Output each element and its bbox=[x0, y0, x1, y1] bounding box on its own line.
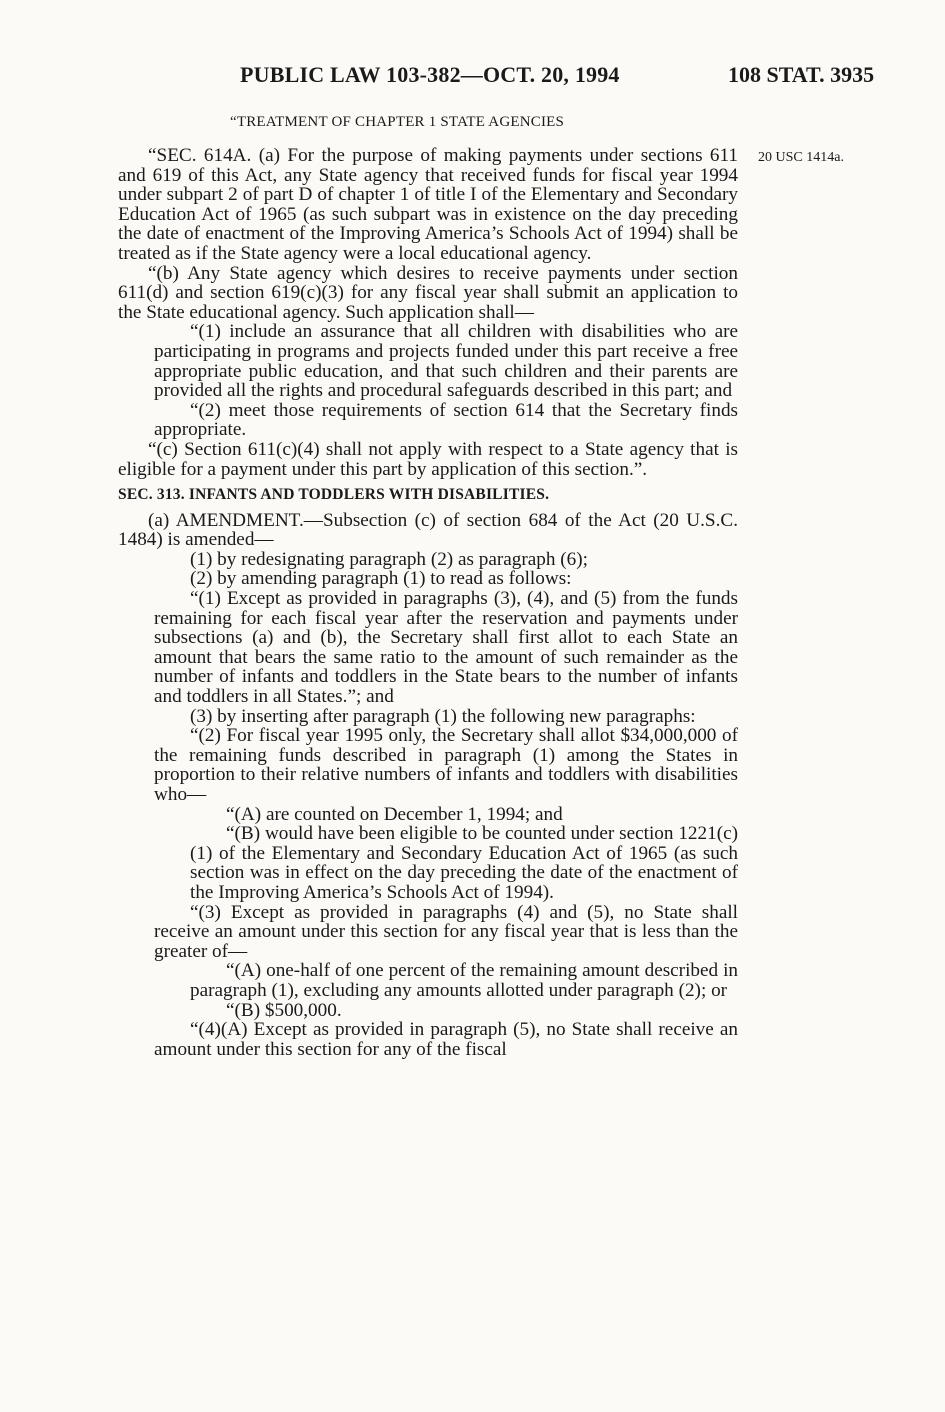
paragraph: (1) by redesignating paragraph (2) as paragraph (6); bbox=[190, 548, 588, 570]
section-heading: “TREATMENT OF CHAPTER 1 STATE AGENCIES bbox=[230, 114, 565, 130]
paragraph: “(3) Except as provided in paragraphs (4) and (5), no State shall receive an amount under this section for any fiscal year that is less than the greater of— bbox=[154, 901, 738, 962]
paragraph: (2) by amending paragraph (1) to read as follows: bbox=[190, 568, 572, 590]
page-header-stat: 108 STAT. 3935 bbox=[728, 62, 875, 87]
page-header-title: PUBLIC LAW 103-382—OCT. 20, 1994 bbox=[240, 62, 620, 87]
paragraph: “(b) Any State agency which desires to receive payments under section 611(d) and section 619(c)(3) for any fiscal year shall submit an application to the State educational agency. Such application shall— bbox=[118, 262, 738, 323]
paragraph: “(1) include an assurance that all children with disabilities who are participating in programs and projects funded under this part receive a free appropriate public education, and that such children and their parents are provided all the rights and procedural safeguards described in this part; and bbox=[154, 321, 738, 402]
paragraph: “SEC. 614A. (a) For the purpose of making payments under sections 611 and 619 of this Act, any State agency that received funds for fiscal year 1994 under subpart 2 of part D of chapter 1 of title I of the Elementary and Secondary Education Act of 1965 (as such subpart was in existence on the day preceding the date of enactment of the Improving America’s Schools Act of 1994) shall be treated as if the State agency were a local educational agency. bbox=[118, 145, 738, 264]
document-body bbox=[118, 146, 738, 1059]
section-title: SEC. 313. INFANTS AND TODDLERS WITH DISABILITIES. bbox=[118, 486, 550, 504]
paragraph: “(2) For fiscal year 1995 only, the Secretary shall allot $34,000,000 of the remaining funds described in paragraph (1) among the States in proportion to their relative numbers of infants and toddlers with disabilities who— bbox=[154, 725, 738, 805]
paragraph: “(B) $500,000. bbox=[226, 999, 342, 1021]
paragraph: “(A) are counted on December 1, 1994; and bbox=[226, 803, 563, 825]
paragraph: “(2) meet those requirements of section 614 that the Secretary finds appropriate. bbox=[154, 399, 738, 441]
paragraph: “(A) one-half of one percent of the remaining amount described in paragraph (1), excluding any amounts allotted under paragraph (2); or bbox=[190, 960, 738, 1001]
paragraph: “(1) Except as provided in paragraphs (3), (4), and (5) from the funds remaining for each fiscal year after the reservation and payments under subsections (a) and (b), the Secretary shall first allot to each State an amount that bears the same ratio to the amount of such remainder as the number of infants and toddlers in the State bears to the number of infants and toddlers in all States.”; and bbox=[154, 588, 738, 708]
paragraph: “(4)(A) Except as provided in paragraph (5), no State shall receive an amount under this section for any of the fiscal bbox=[154, 1019, 738, 1060]
paragraph: (a) AMENDMENT.—Subsection (c) of section 684 of the Act (20 U.S.C. 1484) is amended— bbox=[118, 509, 738, 551]
paragraph: “(c) Section 611(c)(4) shall not apply with respect to a State agency that is eligible for a payment under this part by application of this section.”. bbox=[118, 438, 738, 480]
paragraph: (3) by inserting after paragraph (1) the following new paragraphs: bbox=[190, 705, 696, 727]
paragraph: “(B) would have been eligible to be counted under section 1221(c)(1) of the Elementary and Secondary Education Act of 1965 (as such section was in effect on the day preceding the date of the enactment of the Improving America’s Schools Act of 1994). bbox=[190, 823, 738, 903]
margin-citation: 20 USC 1414a. bbox=[758, 150, 844, 165]
